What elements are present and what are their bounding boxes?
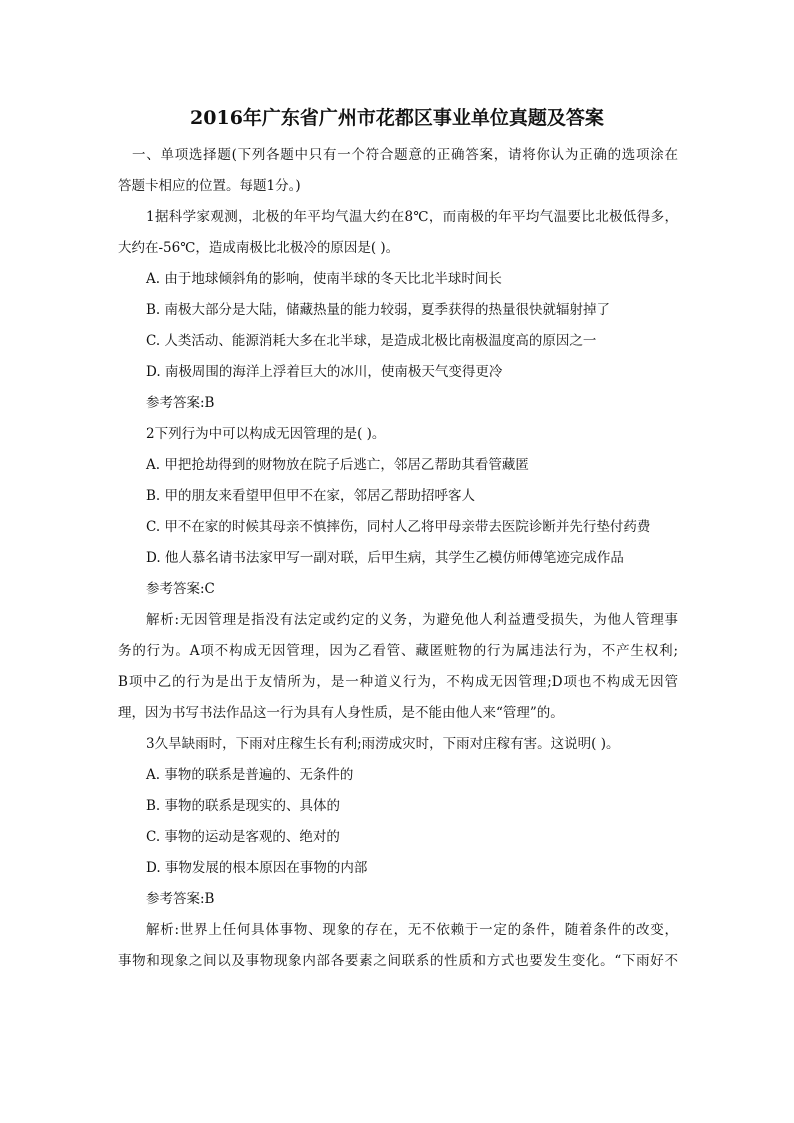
question-3-option-d: D. 事物发展的根本原因在事物的内部 bbox=[146, 860, 368, 876]
question-2-answer: 参考答案:C bbox=[146, 581, 215, 597]
question-3-explanation: 事物和现象之间以及事物现象内部各要素之间联系的性质和方式也要发生变化。“下雨好不 bbox=[118, 953, 678, 969]
question-3-stem: 3久旱缺雨时，下雨对庄稼生长有利;雨涝成灾时，下雨对庄稼有害。这说明( )。 bbox=[146, 736, 620, 752]
question-1-stem: 大约在-56℃，造成南极比北极冷的原因是( )。 bbox=[118, 240, 400, 256]
section-heading-line: 一、单项选择题(下列各题中只有一个符合题意的正确答案，请将你认为正确的选项涂在 bbox=[132, 147, 678, 163]
question-1-stem: 1据科学家观测，北极的年平均气温大约在8℃，而南极的年平均气温要比北极低得多， bbox=[146, 209, 678, 225]
question-1-answer: 参考答案:B bbox=[146, 395, 215, 411]
question-2-explanation: 解析:无因管理是指没有法定或约定的义务，为避免他人利益遭受损失，为他人管理事 bbox=[146, 612, 678, 628]
question-2-explanation: 理，因为书写书法作品这一行为具有人身性质，是不能由他人来“管理”的。 bbox=[118, 705, 564, 721]
question-1-option-c: C. 人类活动、能源消耗大多在北半球，是造成北极比南极温度高的原因之一 bbox=[146, 333, 597, 349]
question-3-option-c: C. 事物的运动是客观的、绝对的 bbox=[146, 829, 340, 845]
question-2-option-c: C. 甲不在家的时候其母亲不慎摔伤，同村人乙将甲母亲带去医院诊断并先行垫付药费 bbox=[146, 519, 651, 535]
question-3-option-a: A. 事物的联系是普遍的、无条件的 bbox=[146, 767, 354, 783]
question-2-option-b: B. 甲的朋友来看望甲但甲不在家，邻居乙帮助招呼客人 bbox=[146, 488, 476, 504]
question-2-option-a: A. 甲把抢劫得到的财物放在院子后逃亡，邻居乙帮助其看管藏匿 bbox=[146, 457, 529, 473]
document-body bbox=[118, 140, 678, 977]
question-1-option-a: A. 由于地球倾斜角的影响，使南半球的冬天比北半球时间长 bbox=[146, 271, 502, 287]
question-1-option-b: B. 南极大部分是大陆，储藏热量的能力较弱，夏季获得的热量很快就辐射掉了 bbox=[146, 302, 611, 318]
section-heading-line: 答题卡相应的位置。每题1分。) bbox=[118, 178, 301, 194]
document-title: 2016年广东省广州市花都区事业单位真题及答案 bbox=[190, 107, 604, 129]
question-1-option-d: D. 南极周围的海洋上浮着巨大的冰川，使南极天气变得更冷 bbox=[146, 364, 503, 380]
question-2-explanation: B项中乙的行为是出于友情所为，是一种道义行为，不构成无因管理;D项也不构成无因管 bbox=[118, 674, 678, 690]
question-2-stem: 2下列行为中可以构成无因管理的是( )。 bbox=[146, 426, 386, 442]
question-2-explanation: 务的行为。A项不构成无因管理，因为乙看管、藏匿赃物的行为属违法行为，不产生权利; bbox=[118, 643, 678, 659]
question-2-option-d: D. 他人慕名请书法家甲写一副对联，后甲生病，其学生乙模仿师傅笔迹完成作品 bbox=[146, 550, 624, 566]
question-3-option-b: B. 事物的联系是现实的、具体的 bbox=[146, 798, 341, 814]
question-3-explanation: 解析:世界上任何具体事物、现象的存在，无不依赖于一定的条件，随着条件的改变， bbox=[146, 922, 678, 938]
question-3-answer: 参考答案:B bbox=[146, 891, 215, 907]
